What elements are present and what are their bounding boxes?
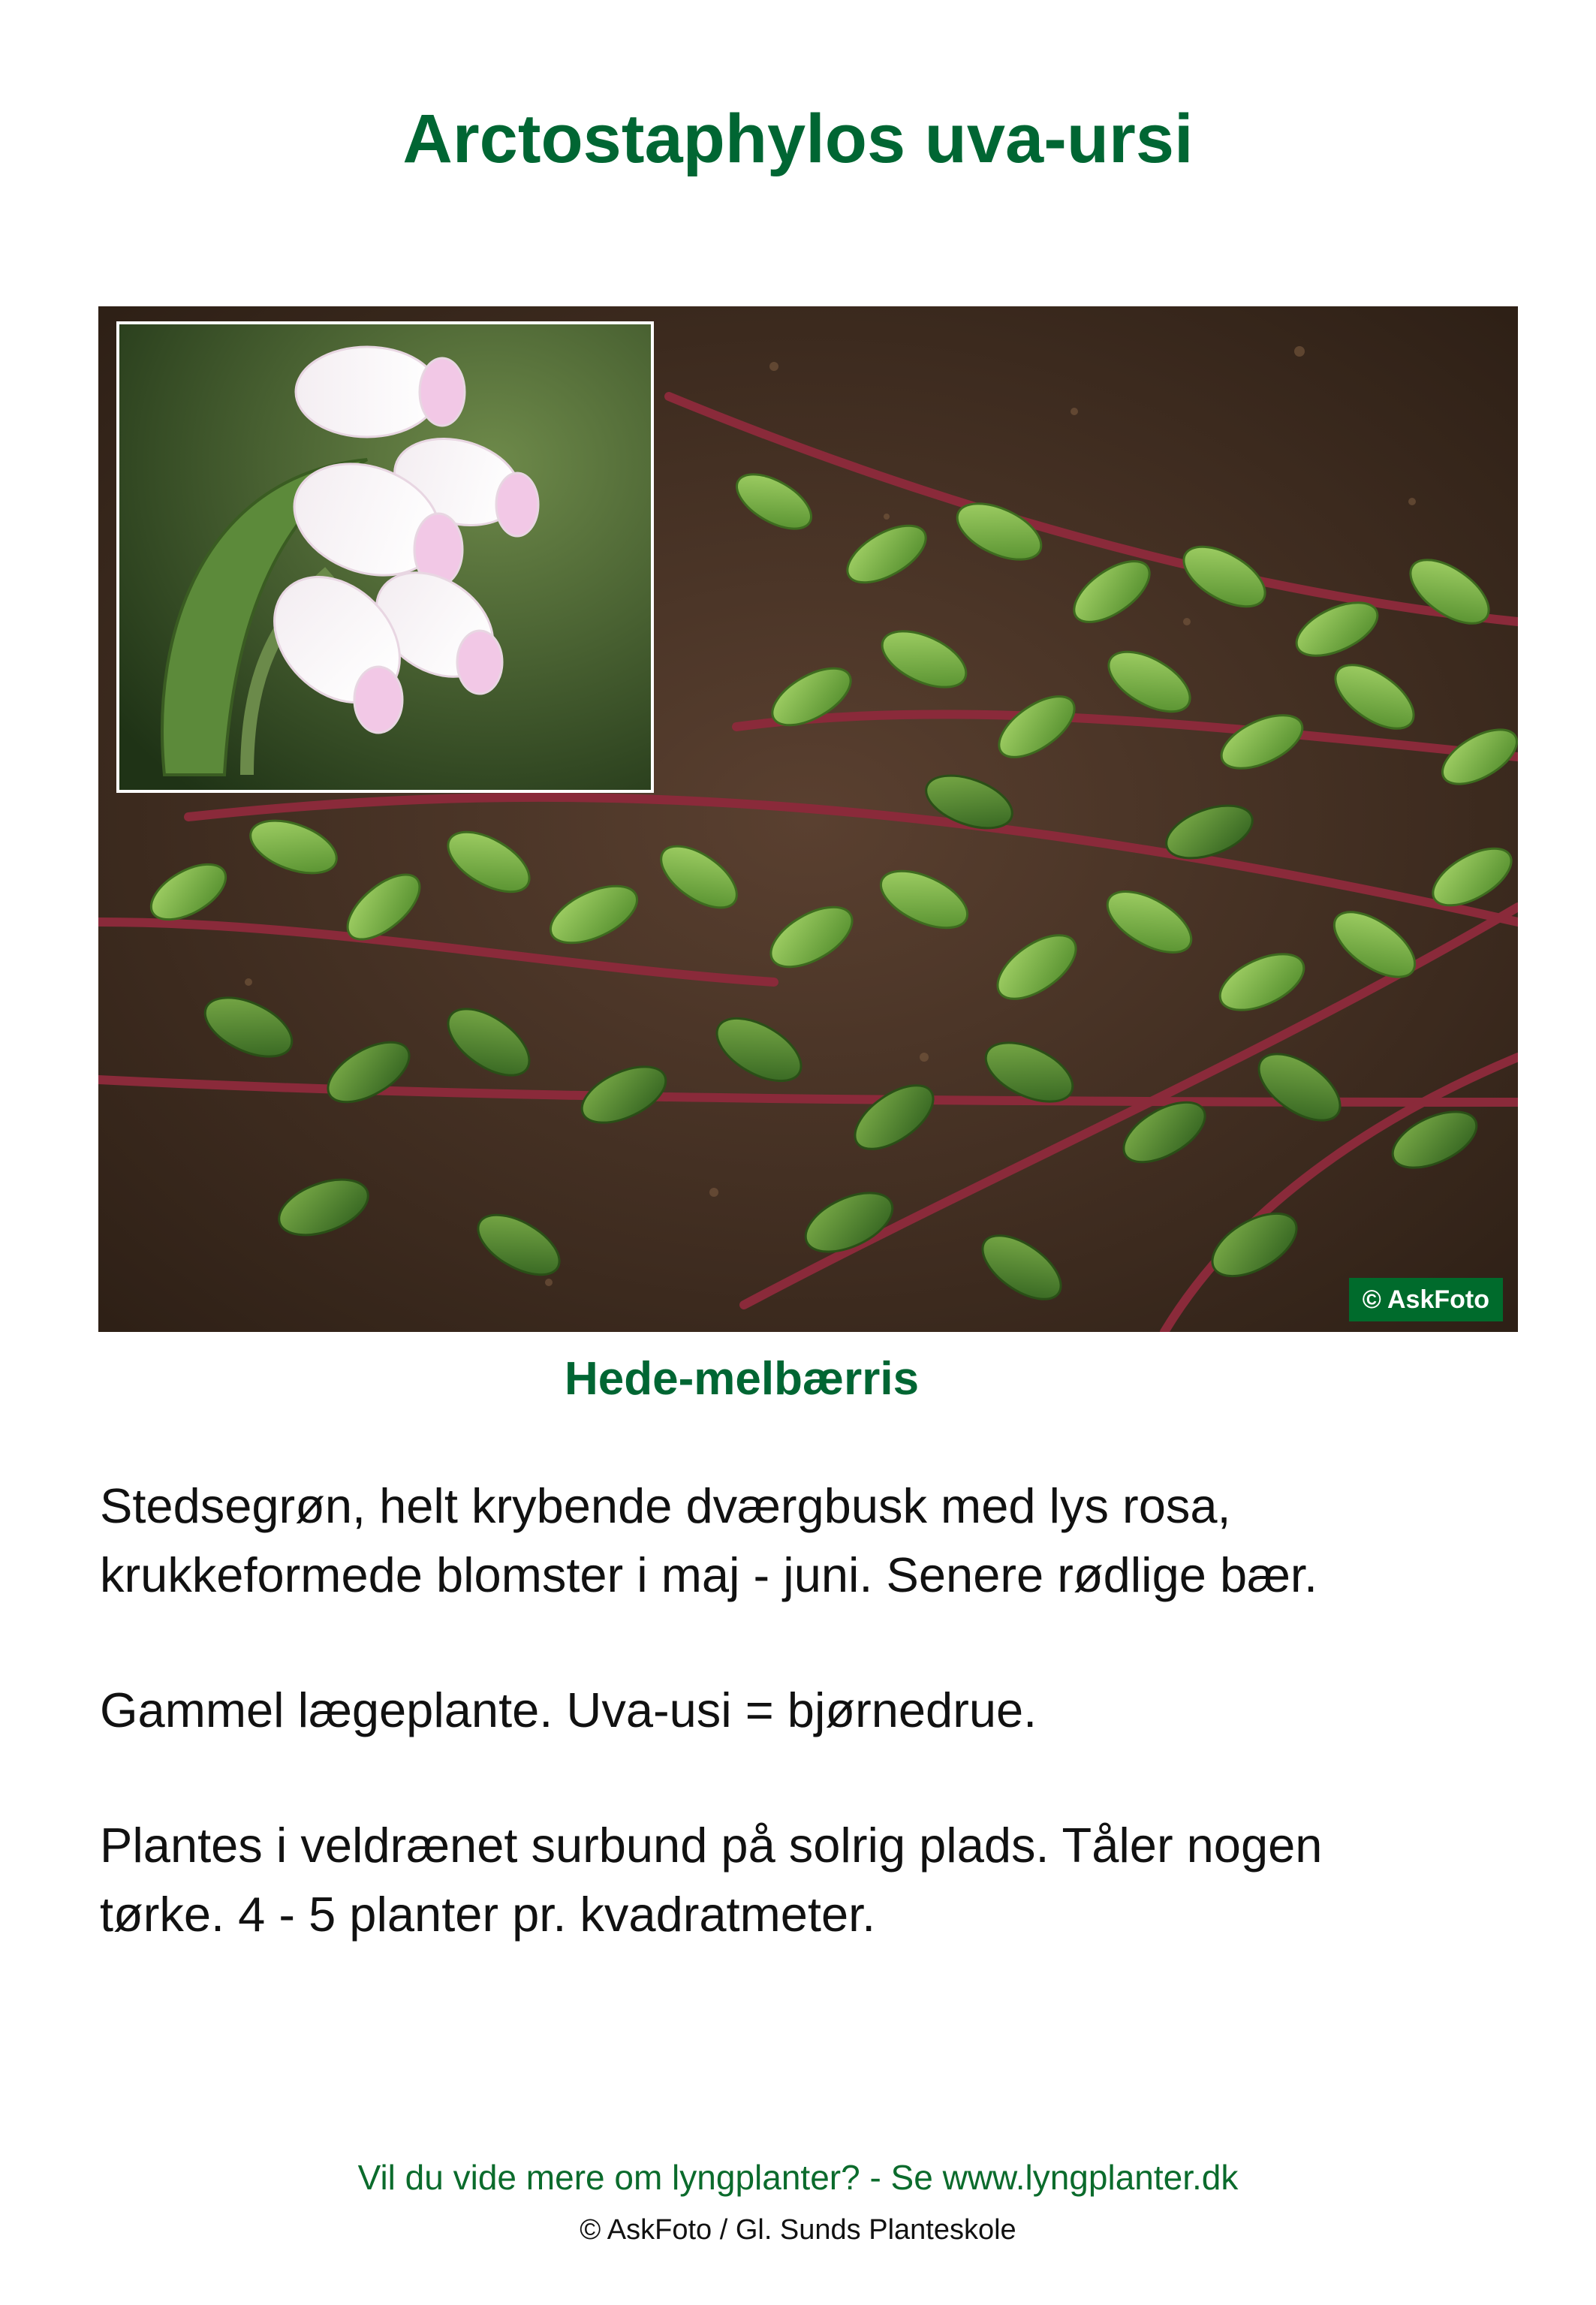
description-paragraph-1 <box>100 1472 1526 1610</box>
description-line: Plantes i veldrænet surbund på solrig plads. Tåler nogen <box>100 1818 1323 1873</box>
flower-inset-photo <box>116 321 654 793</box>
description-line: tørke. 4 - 5 planter pr. kvadratmeter. <box>100 1887 876 1942</box>
description-paragraph-3 <box>100 1811 1526 1949</box>
page-title: Arctostaphylos uva-ursi <box>402 101 1194 177</box>
description-line: krukkeformede blomster i maj - juni. Senere rødlige bær. <box>100 1547 1318 1602</box>
footer-website-link[interactable]: Vil du vide mere om lyngplanter? - Se www.lyngplanter.dk <box>357 2158 1239 2197</box>
photo-copyright-badge: © AskFoto <box>1349 1278 1503 1322</box>
description-line: Gammel lægeplante. Uva-usi = bjørnedrue. <box>100 1683 1037 1737</box>
common-name: Hede-melbærris <box>565 1353 920 1405</box>
flower-illustration <box>119 324 651 790</box>
footer-credit: © AskFoto / Gl. Sunds Planteskole <box>580 2214 1016 2246</box>
plant-photo <box>98 306 1518 1332</box>
description-paragraph-2 <box>100 1676 1526 1745</box>
description-line: Stedsegrøn, helt krybende dværgbusk med lys rosa, <box>100 1478 1231 1533</box>
